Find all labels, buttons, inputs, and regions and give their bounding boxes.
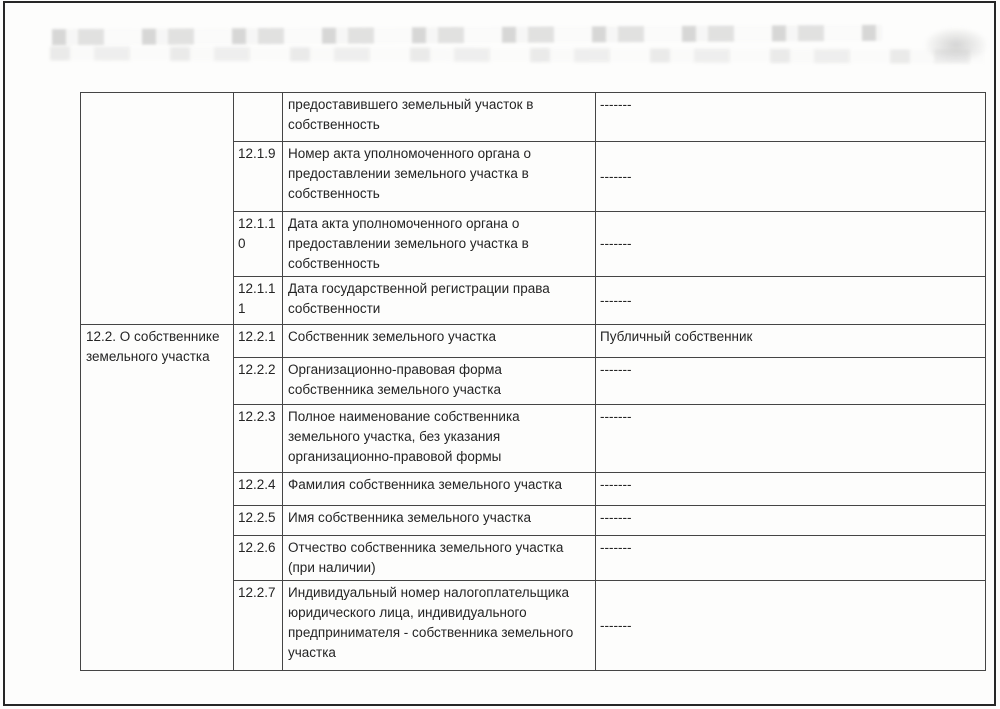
description-cell: Номер акта уполномоченного органа о предоставлении земельного участка в собственность [283, 142, 596, 212]
description-cell: Собственник земельного участка [283, 325, 596, 358]
value-cell: ------- [596, 142, 986, 212]
description-cell: Индивидуальный номер налогоплательщика юридического лица, индивидуального предпринимателя - собственника земельного участка [283, 581, 596, 671]
value-cell: ------- [596, 212, 986, 277]
row-number-cell: 12.1.11 [234, 277, 283, 325]
value-cell: ------- [596, 506, 986, 536]
value-cell: ------- [596, 536, 986, 581]
row-number-cell: 12.2.1 [234, 325, 283, 358]
description-cell: Дата акта уполномоченного органа о предоставлении земельного участка в собственность [283, 212, 596, 277]
section-cell [81, 93, 234, 325]
land-plot-info-table [80, 92, 986, 671]
description-cell: Организационно-правовая форма собственника земельного участка [283, 358, 596, 405]
section-cell: 12.2. О собственнике земельного участка [81, 325, 234, 671]
row-number-cell: 12.2.2 [234, 358, 283, 405]
scan-noise-band [52, 25, 882, 45]
value-cell: ------- [596, 405, 986, 473]
description-cell: Фамилия собственника земельного участка [283, 473, 596, 506]
row-number-cell: 12.2.5 [234, 506, 283, 536]
row-number-cell: 12.1.10 [234, 212, 283, 277]
row-number-cell: 12.2.6 [234, 536, 283, 581]
row-number-cell: 12.1.9 [234, 142, 283, 212]
description-cell: предоставившего земельный участок в собственность [283, 93, 596, 142]
table-row [81, 325, 986, 358]
value-cell: ------- [596, 473, 986, 506]
description-cell: Полное наименование собственника земельного участка, без указания организационно-правовой формы [283, 405, 596, 473]
row-number-cell: 12.2.7 [234, 581, 283, 671]
description-cell: Дата государственной регистрации права собственности [283, 277, 596, 325]
value-cell: Публичный собственник [596, 325, 986, 358]
value-cell: ------- [596, 93, 986, 142]
row-number-cell: 12.2.4 [234, 473, 283, 506]
table-row [81, 93, 986, 142]
value-cell: ------- [596, 277, 986, 325]
description-cell: Имя собственника земельного участка [283, 506, 596, 536]
value-cell: ------- [596, 358, 986, 405]
description-cell: Отчество собственника земельного участка (при наличии) [283, 536, 596, 581]
scan-noise-band [50, 46, 985, 63]
scan-noise-smudge [925, 28, 987, 62]
row-number-cell: 12.2.3 [234, 405, 283, 473]
row-number-cell [234, 93, 283, 142]
value-cell: ------- [596, 581, 986, 671]
